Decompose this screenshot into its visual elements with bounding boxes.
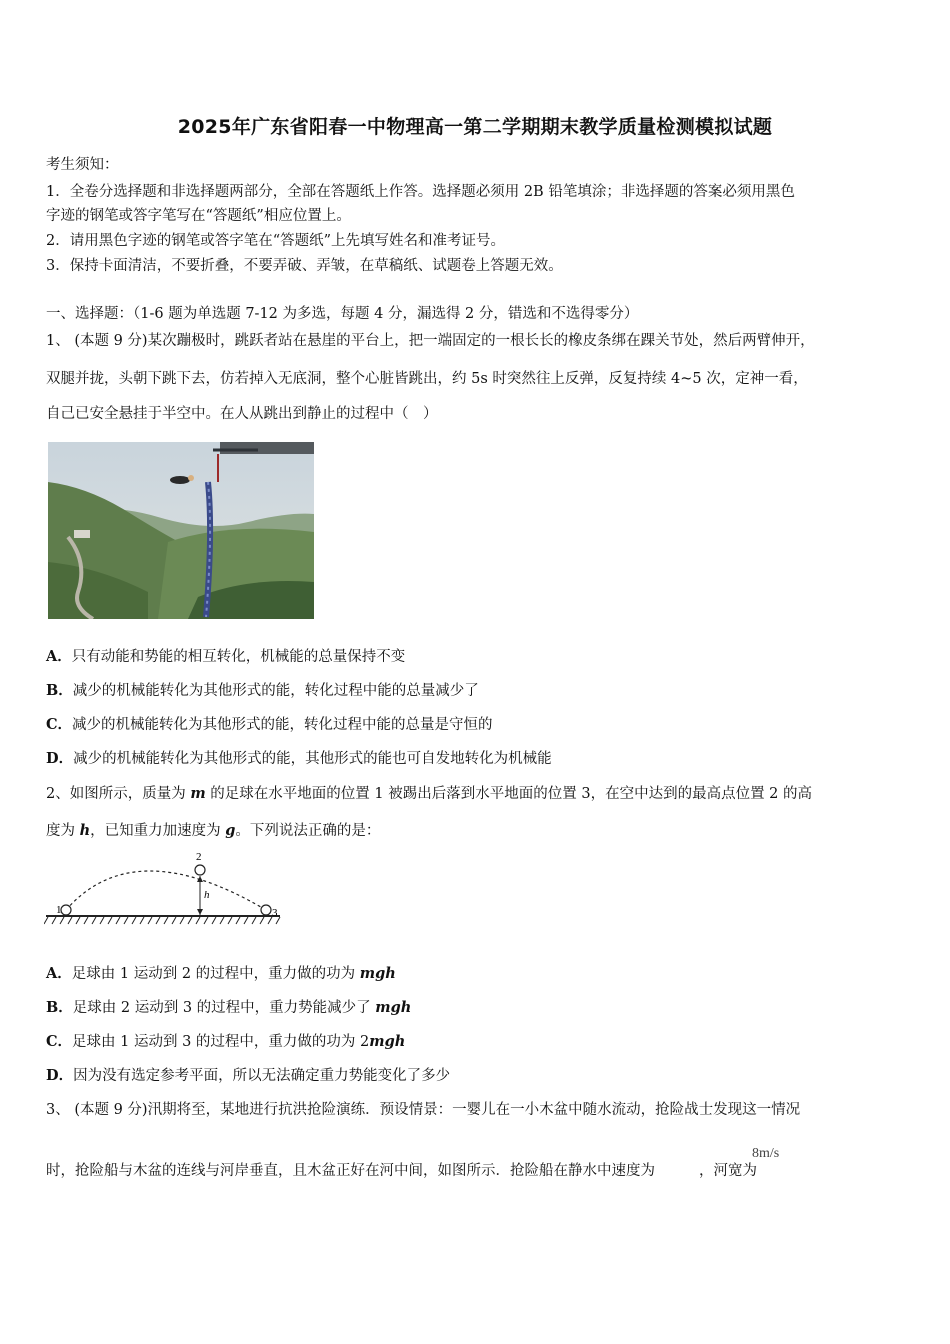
q1-option-b: B．减少的机械能转化为其他形式的能，转化过程中能的总量减少了 xyxy=(46,682,479,699)
notice-item: 2．请用黑色字迹的钢笔或答字笔在“答题纸”上先填写姓名和准考证号。 xyxy=(46,233,506,249)
q1-option-c: C．减少的机械能转化为其他形式的能，转化过程中能的总量是守恒的 xyxy=(46,716,493,733)
question-3-text: 3、 (本题 9 分)汛期将至，某地进行抗洪抢险演练．预设情景：一婴儿在一小木盆中随水流动，抢险战士发现这一情况 xyxy=(46,1102,801,1118)
notice-heading: 考生须知： xyxy=(46,157,119,173)
q2-option-b: B．足球由 2 运动到 3 的过程中，重力势能减少了 mgh xyxy=(46,999,412,1016)
section-heading: 一、选择题：（1-6 题为单选题 7-12 为多选，每题 4 分，漏选得 2 分，错选和不选得零分） xyxy=(46,306,639,322)
q2-option-a: A．足球由 1 运动到 2 的过程中，重力做的功为 mgh xyxy=(46,965,396,982)
position-2-label: 2 xyxy=(196,851,202,863)
question-2-text: 度为 h，已知重力加速度为 g。下列说法正确的是： xyxy=(46,822,381,839)
position-1-label: 1 xyxy=(56,904,62,916)
bungee-photo xyxy=(48,442,314,619)
trajectory-diagram xyxy=(44,846,284,930)
q1-option-d: D．减少的机械能转化为其他形式的能，其他形式的能也可自发地转化为机械能 xyxy=(46,750,552,767)
speed-value: 8m/s xyxy=(752,1146,780,1161)
question-1-text: 1、 (本题 9 分)某次蹦极时，跳跃者站在悬崖的平台上，把一端固定的一根长长的橡皮条绑在踝关节处，然后两臂伸开， xyxy=(46,333,815,349)
q1-option-a: A．只有动能和势能的相互转化，机械能的总量保持不变 xyxy=(46,648,406,665)
q2-option-c: C．足球由 1 运动到 3 的过程中，重力做的功为 2mgh xyxy=(46,1033,406,1050)
question-1-text: 自己已安全悬挂于半空中。在人从跳出到静止的过程中（ ） xyxy=(46,406,438,422)
position-3-label: 3 xyxy=(272,907,278,919)
question-2-text: 2、如图所示，质量为 m 的足球在水平地面的位置 1 被踢出后落到水平地面的位置 3，在空中达到的最高点位置 2 的高 xyxy=(46,785,813,802)
notice-item: 字迹的钢笔或答字笔写在“答题纸”相应位置上。 xyxy=(46,208,351,224)
q2-option-d: D．因为没有选定参考平面，所以无法确定重力势能变化了多少 xyxy=(46,1067,451,1084)
question-3-text: 时，抢险船与木盆的连线与河岸垂直，且木盆正好在河中间，如图所示．抢险船在静水中速度为 ，河宽为 xyxy=(46,1163,757,1179)
height-label: h xyxy=(204,889,210,901)
page-title: 2025年广东省阳春一中物理高一第二学期期末教学质量检测模拟试题 xyxy=(177,116,773,138)
notice-item: 3．保持卡面清洁，不要折叠，不要弄破、弄皱，在草稿纸、试题卷上答题无效。 xyxy=(46,258,563,274)
question-1-text: 双腿并拢，头朝下跳下去，仿若掉入无底洞，整个心脏皆跳出，约 5s 时突然往上反弹，反复持续 4~5 次，定神一看， xyxy=(46,371,808,387)
notice-item: 1．全卷分选择题和非选择题两部分，全部在答题纸上作答。选择题必须用 2B 铅笔填涂；非选择题的答案必须用黑色 xyxy=(46,184,795,200)
